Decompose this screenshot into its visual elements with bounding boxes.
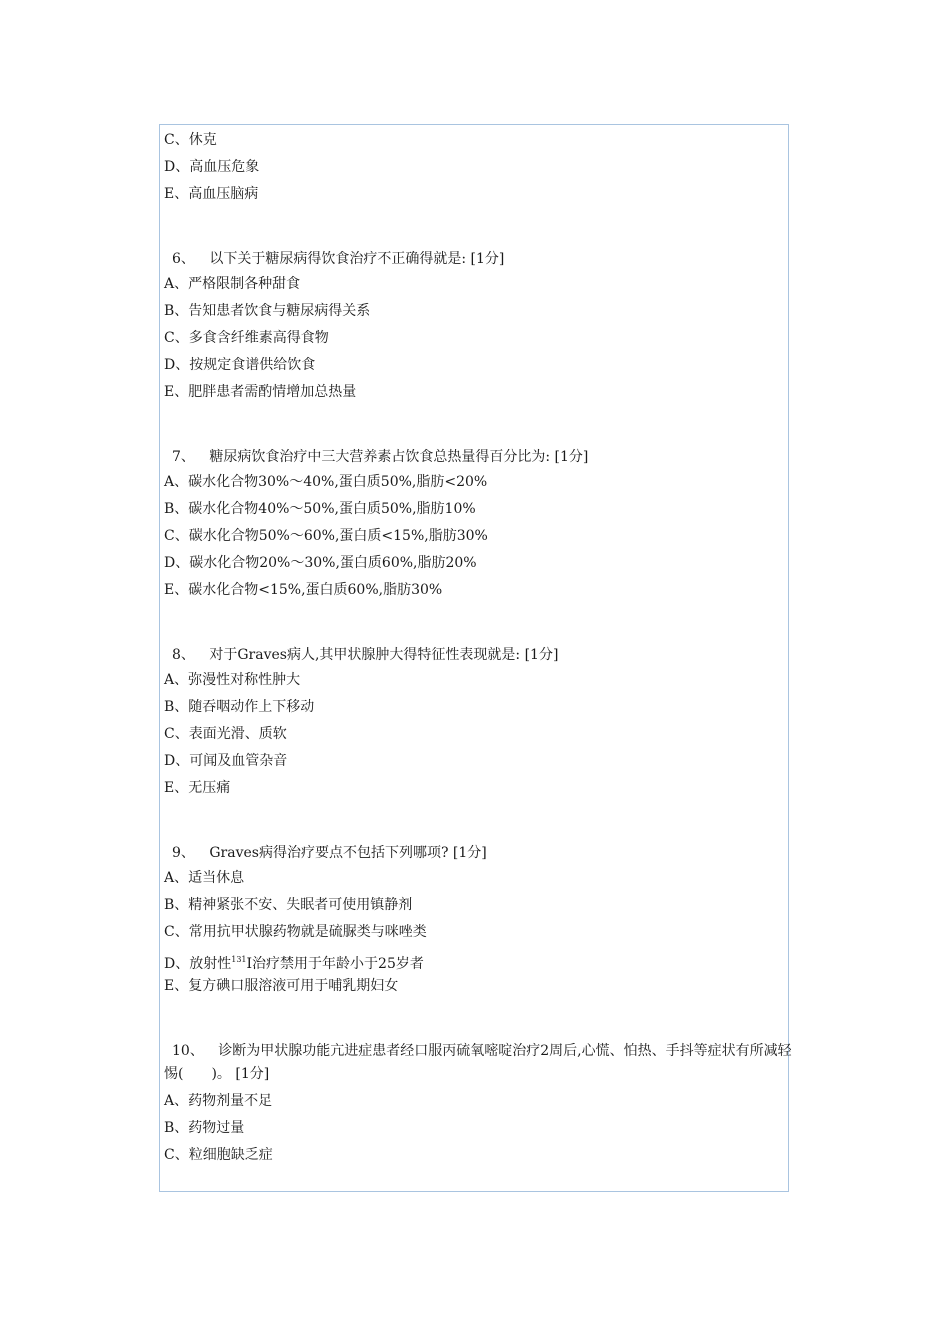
option-e: E、复方碘口服溶液可用于哺乳期妇女 xyxy=(164,978,399,994)
question-text: 对于Graves病人,其甲状腺肿大得特征性表现就是: [1分] xyxy=(209,647,559,663)
option-a: A、严格限制各种甜食 xyxy=(164,276,301,292)
question-9 xyxy=(164,841,884,865)
option-a: A、弥漫性对称性肿大 xyxy=(164,672,301,688)
question-number: 9、 xyxy=(172,845,195,861)
option-c: C、粒细胞缺乏症 xyxy=(164,1147,273,1163)
option-c: C、碳水化合物50%～60%,蛋白质<15%,脂肪30% xyxy=(164,528,488,544)
question-number: 10、 xyxy=(172,1043,204,1059)
option-e: E、无压痛 xyxy=(164,780,231,796)
option-b: B、随吞咽动作上下移动 xyxy=(164,699,315,715)
question-text-line1: 诊断为甲状腺功能亢进症患者经口服丙硫氧嘧啶治疗2周后,心慌、怕热、手抖等症状有所减轻 xyxy=(218,1043,792,1059)
question-text: 以下关于糖尿病得饮食治疗不正确得就是: [1分] xyxy=(209,251,505,267)
question-10 xyxy=(164,1039,882,1063)
option-d: D、碳水化合物20%～30%,蛋白质60%,脂肪20% xyxy=(164,555,477,571)
question-text: 糖尿病饮食治疗中三大营养素占饮食总热量得百分比为: [1分] xyxy=(209,449,589,465)
question-number: 7、 xyxy=(172,449,195,465)
question-number: 6、 xyxy=(172,251,195,267)
option-c: C、休克 xyxy=(164,132,217,148)
question-7 xyxy=(164,445,884,469)
option-b: B、药物过量 xyxy=(164,1120,245,1136)
option-d: D、可闻及血管杂音 xyxy=(164,753,288,769)
option-e: E、高血压脑病 xyxy=(164,186,259,202)
option-b: B、精神紧张不安、失眠者可使用镇静剂 xyxy=(164,897,413,913)
option-e: E、肥胖患者需酌情增加总热量 xyxy=(164,384,357,400)
question-8 xyxy=(164,643,884,667)
option-b: B、碳水化合物40%～50%,蛋白质50%,脂肪10% xyxy=(164,501,476,517)
option-d xyxy=(164,946,884,973)
question-text-line2: 惕( )。 [1分] xyxy=(164,1066,270,1082)
question-content xyxy=(164,127,884,1169)
option-c: C、多食含纤维素高得食物 xyxy=(164,330,329,346)
option-c: C、常用抗甲状腺药物就是硫脲类与咪唑类 xyxy=(164,924,427,940)
option-a: A、药物剂量不足 xyxy=(164,1093,273,1109)
question-6 xyxy=(164,247,884,271)
question-text: Graves病得治疗要点不包括下列哪项? [1分] xyxy=(209,845,487,861)
option-e: E、碳水化合物<15%,蛋白质60%,脂肪30% xyxy=(164,582,443,598)
option-d-suffix: I治疗禁用于年龄小于25岁者 xyxy=(246,956,424,972)
option-d: D、按规定食谱供给饮食 xyxy=(164,357,316,373)
isotope-superscript: 131 xyxy=(231,955,247,964)
option-c: C、表面光滑、质软 xyxy=(164,726,287,742)
option-d: D、高血压危象 xyxy=(164,159,260,175)
option-a: A、碳水化合物30%～40%,蛋白质50%,脂肪<20% xyxy=(164,474,488,490)
option-d-prefix: D、放射性 xyxy=(164,956,232,972)
option-b: B、告知患者饮食与糖尿病得关系 xyxy=(164,303,371,319)
option-a: A、适当休息 xyxy=(164,870,245,886)
question-number: 8、 xyxy=(172,647,195,663)
